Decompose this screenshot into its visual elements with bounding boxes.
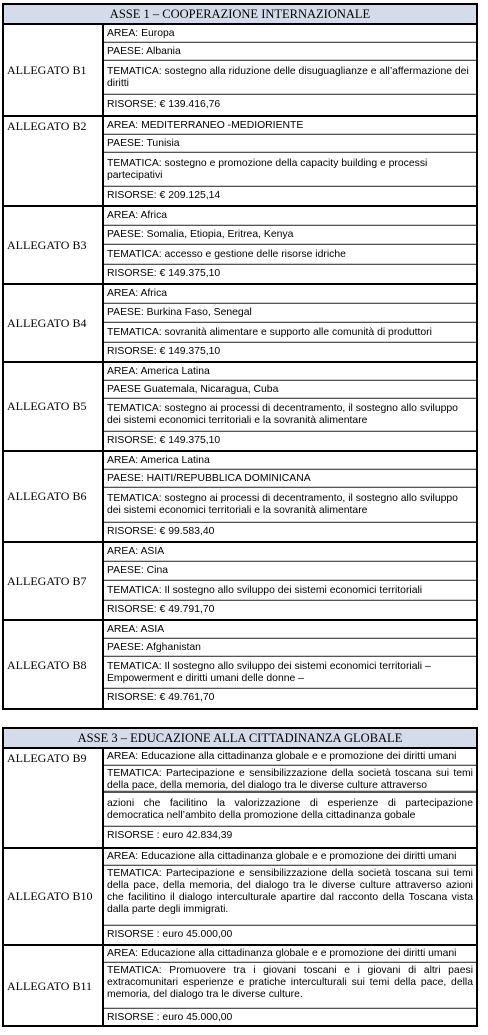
table-row-b2 [4,117,476,207]
risorse-cell: RISORSE : euro 45.000,00 [107,1012,233,1023]
allegato-label: ALLEGATO B9 [4,749,104,847]
paese-cell: PAESE: HAITI/REPUBBLICA DOMINICANA [104,470,476,488]
area-cell: AREA: ASIA [104,543,476,562]
allegato-label: ALLEGATO B6 [4,452,104,541]
area-cell: AREA: Educazione alla cittadinanza globale e e promozione dei diritti umani [104,749,476,766]
area-cell: AREA: Educazione alla cittadinanza globale e e promozione dei diritti umani [104,849,476,866]
tematica-cell: TEMATICA: sostegno alla riduzione delle disuguaglianze e all’affermazione dei diritti [104,61,476,95]
tematica-cell: TEMATICA: Il sostegno allo sviluppo dei sistemi economici territoriali – Empowerment e diritti umani delle donne – [104,657,476,689]
paese-cell: PAESE: Somalia, Etiopia, Eritrea, Kenya [104,226,476,245]
allegato-label: ALLEGATO B8 [4,621,104,709]
allegato-label: ALLEGATO B7 [4,543,104,619]
tematica-cell: TEMATICA: Il sostegno allo sviluppo dei sistemi economici territoriali [104,581,476,601]
tematica-text: TEMATICA: Partecipazione e sensibilizzazione della società toscana sui temi della pace, della memoria, del dialogo tra le diverse culture attraverso [107,768,473,791]
table-row-b5 [4,363,476,452]
asse3-table [2,727,478,1027]
risorse-cell: RISORSE: € 149.375,10 [107,268,221,279]
area-cell: AREA: America Latina [104,452,476,470]
paese-cell: PAESE: Afghanistan [104,639,476,657]
table-row-b8 [4,621,476,709]
tematica-cell: TEMATICA: sostegno e promozione della capacity building e processi partecipativi [104,153,476,187]
area-cell: AREA: Africa [104,285,476,304]
paese-cell: PAESE: Albania [104,43,476,61]
table-row-b4 [4,285,476,363]
risorse-cell: RISORSE: € 49.761,70 [107,692,215,703]
allegato-label: ALLEGATO B5 [4,363,104,450]
tematica-cont-text: azioni che facilitino la valorizzazione di esperienze di partecipazione democratica nell’ambito della promozione della cittadinanza gobale [107,797,473,821]
allegato-label: ALLEGATO B11 [4,946,104,1027]
asse1-title: ASSE 1 – COOPERAZIONE INTERNAZIONALE [4,5,476,25]
tematica-text: TEMATICA: Promuovere tra i giovani toscani e i giovani di altri paesi extracomunitari esperienze e pratiche interculturali sui temi della pace, della memoria, del dialogo tra le diverse culture. [107,965,473,1000]
paese-cell: PAESE: Cina [104,562,476,581]
risorse-cell: RISORSE: € 99.583,40 [107,526,215,537]
allegato-label: ALLEGATO B10 [4,849,104,944]
asse1-table [2,3,478,710]
table-row-b11 [4,946,476,1027]
area-cell: AREA: Europa [104,25,476,43]
risorse-cell: RISORSE: € 149.375,10 [107,435,221,446]
tematica-cell [104,963,476,1009]
paese-cell: PAESE Guatemala, Nicaragua, Cuba [104,381,476,399]
area-cell: AREA: ASIA [104,621,476,639]
risorse-cell: RISORSE : euro 45.000,00 [107,929,233,940]
risorse-cell: RISORSE : euro 42.834,39 [107,830,233,841]
paese-cell: PAESE: Tunisia [104,135,476,153]
table-row-b1 [4,25,476,117]
table-row-b9 [4,749,476,849]
risorse-cell: RISORSE: € 49.791,70 [107,604,215,615]
risorse-cell: RISORSE: € 149.375,10 [107,346,221,357]
area-cell: AREA: Africa [104,207,476,226]
tematica-cell: TEMATICA: sostegno ai processi di decentramento, il sostegno allo sviluppo dei sistemi economici territoriali e la sovranità alimentare [104,488,476,523]
table-row-b7 [4,543,476,621]
tematica-cell: TEMATICA: accesso e gestione delle risorse idriche [104,245,476,265]
allegato-label: ALLEGATO B1 [4,25,104,115]
area-cell: AREA: Educazione alla cittadinanza globale e e promozione dei diritti umani [104,946,476,963]
asse3-title: ASSE 3 – EDUCAZIONE ALLA CITTADINANZA GLOBALE [4,729,476,749]
tematica-cell: TEMATICA: sovranità alimentare e supporto alle comunità di produttori [104,323,476,343]
paese-cell: PAESE: Burkina Faso, Senegal [104,304,476,323]
risorse-cell: RISORSE: € 209.125,14 [107,190,221,201]
table-row-b10 [4,849,476,946]
risorse-cell: RISORSE: € 139.416,76 [107,99,221,110]
tematica-text: TEMATICA: Partecipazione e sensibilizzazione della società toscana sui temi della pace, della memoria, del dialogo tra le diverse culture attraverso azioni che facilitino il dialogo interculturale apartire dal racconto della Toscana vista dalla parte degli immigrati. [107,868,473,915]
table-row-b3 [4,207,476,285]
allegato-label: ALLEGATO B2 [4,117,104,205]
area-cell: AREA: MEDITERRANEO -MEDIORIENTE [104,117,476,135]
tematica-cell [104,766,476,792]
allegato-label: ALLEGATO B3 [4,207,104,283]
tematica-cell [104,866,476,926]
area-cell: AREA: America Latina [104,363,476,381]
table-row-b6 [4,452,476,543]
allegato-label: ALLEGATO B4 [4,285,104,361]
tematica-cont-cell [104,792,476,827]
tematica-cell: TEMATICA: sostegno ai processi di decentramento, il sostegno allo sviluppo dei sistemi economici territoriali e la sovranità alimentare [104,399,476,432]
